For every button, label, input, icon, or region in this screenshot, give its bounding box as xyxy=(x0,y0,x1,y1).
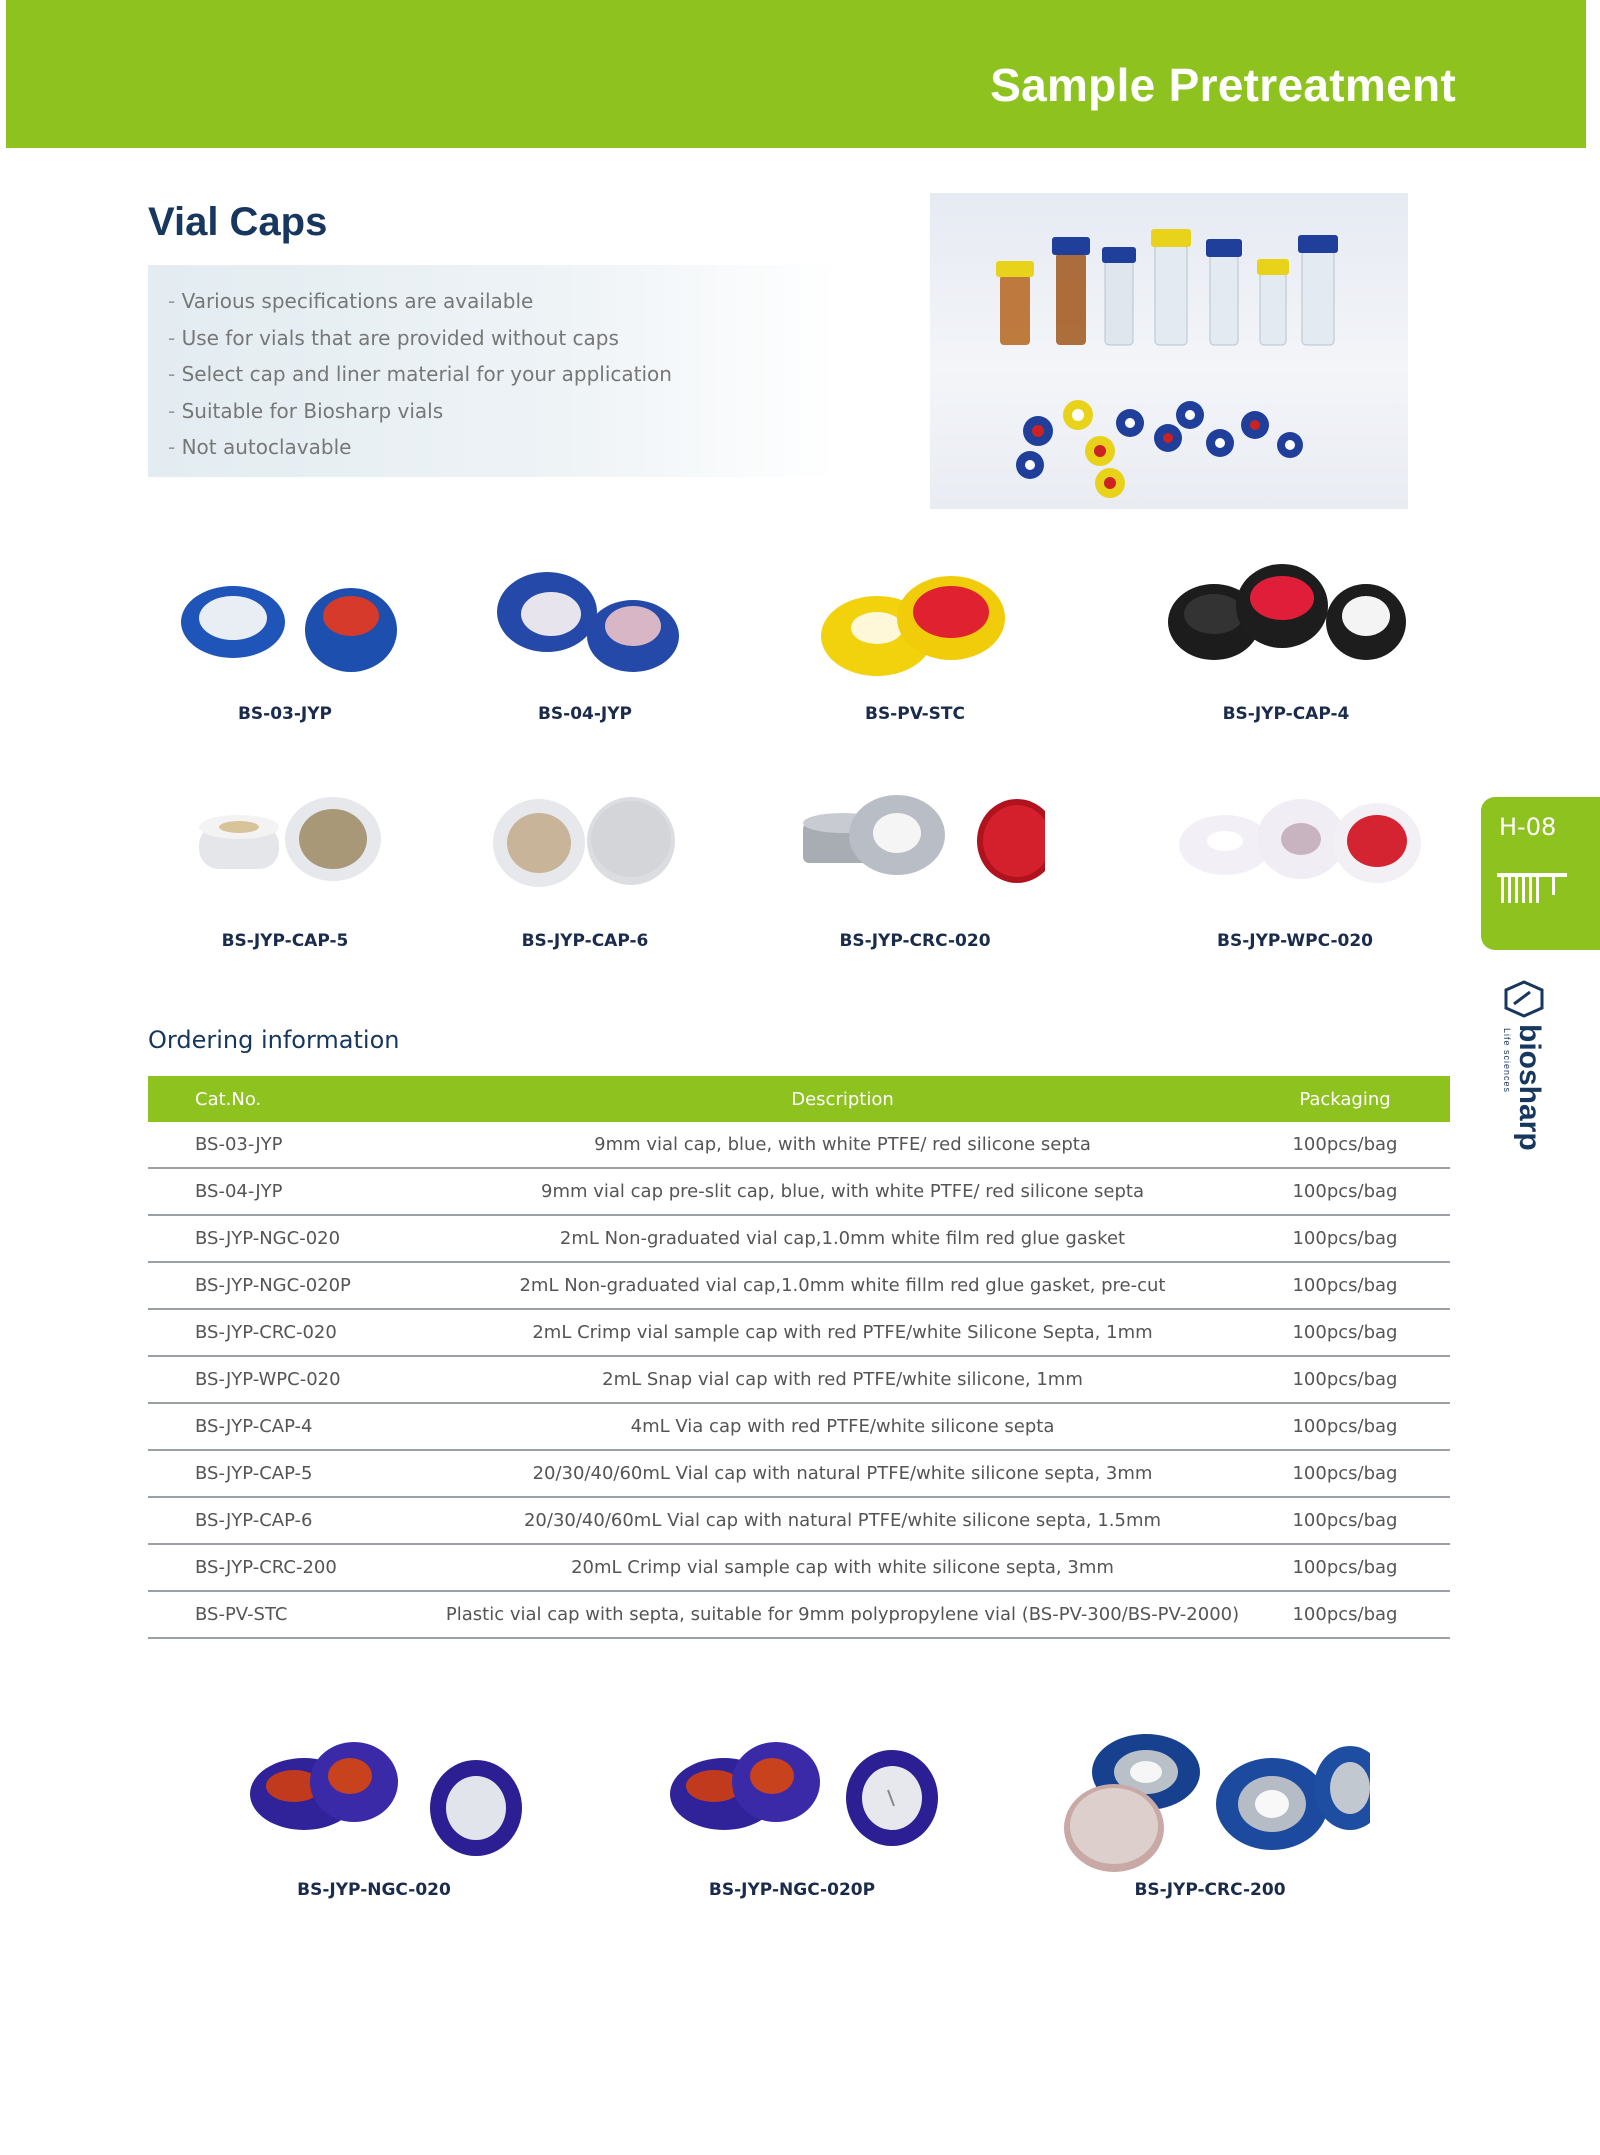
product-card xyxy=(214,1732,534,1912)
product-label: BS-JYP-CAP-4 xyxy=(1222,704,1350,724)
cell-description: 20mL Crimp vial sample cap with white silicone septa, 3mm xyxy=(445,1544,1240,1591)
cell-cat-no: BS-JYP-CAP-6 xyxy=(148,1497,445,1544)
product-card xyxy=(155,556,415,736)
table-row xyxy=(148,1450,1450,1497)
cell-packaging: 100pcs/bag xyxy=(1240,1215,1450,1262)
cell-packaging: 100pcs/bag xyxy=(1240,1262,1450,1309)
cell-description: Plastic vial cap with septa, suitable for 9mm polypropylene vial (BS-PV-300/BS-PV-2000) xyxy=(445,1591,1240,1638)
cell-packaging: 100pcs/bag xyxy=(1240,1591,1450,1638)
cell-cat-no: BS-PV-STC xyxy=(148,1591,445,1638)
brand-name: biosharp xyxy=(1513,1024,1546,1150)
hero-vials-image xyxy=(930,193,1408,509)
table-row xyxy=(148,1262,1450,1309)
cell-cat-no: BS-03-JYP xyxy=(148,1122,445,1168)
table-row xyxy=(148,1497,1450,1544)
feature-list xyxy=(148,265,838,477)
product-card xyxy=(1165,783,1425,963)
feature-item: - Use for vials that are provided without caps xyxy=(168,320,838,357)
vial-cap-image xyxy=(785,556,1045,696)
vial-cap-image xyxy=(214,1732,534,1872)
vial-cap-image xyxy=(1156,556,1416,696)
table-row xyxy=(148,1122,1450,1168)
product-card xyxy=(455,556,715,736)
table-row xyxy=(148,1591,1450,1638)
cell-packaging: 100pcs/bag xyxy=(1240,1497,1450,1544)
table-row xyxy=(148,1309,1450,1356)
cell-cat-no: BS-JYP-CRC-200 xyxy=(148,1544,445,1591)
cell-cat-no: BS-JYP-CRC-020 xyxy=(148,1309,445,1356)
header-banner xyxy=(6,0,1586,148)
cell-description: 20/30/40/60mL Vial cap with natural PTFE/white silicone septa, 3mm xyxy=(445,1450,1240,1497)
table-row xyxy=(148,1215,1450,1262)
cell-cat-no: BS-JYP-CAP-5 xyxy=(148,1450,445,1497)
cell-packaging: 100pcs/bag xyxy=(1240,1122,1450,1168)
product-label: BS-03-JYP xyxy=(237,704,333,724)
cell-packaging: 100pcs/bag xyxy=(1240,1309,1450,1356)
cell-packaging: 100pcs/bag xyxy=(1240,1168,1450,1215)
table-row xyxy=(148,1168,1450,1215)
cell-description: 4mL Via cap with red PTFE/white silicone septa xyxy=(445,1403,1240,1450)
biosharp-logo xyxy=(1500,980,1560,1150)
vial-cap-image xyxy=(785,783,1045,923)
product-label: BS-JYP-WPC-020 xyxy=(1217,931,1373,951)
product-label: BS-04-JYP xyxy=(537,704,633,724)
product-label: BS-JYP-CAP-6 xyxy=(521,931,649,951)
table-row xyxy=(148,1544,1450,1591)
test-tube-rack-icon xyxy=(1497,871,1567,905)
brand-tagline: Life sciences xyxy=(1502,1028,1512,1094)
vial-cap-image xyxy=(155,556,415,696)
header-description: Description xyxy=(445,1076,1240,1122)
cell-cat-no: BS-JYP-NGC-020P xyxy=(148,1262,445,1309)
vial-cap-image xyxy=(455,556,715,696)
page-title: Vial Caps xyxy=(148,200,328,244)
product-label: BS-JYP-NGC-020P xyxy=(708,1880,876,1900)
feature-item: - Various specifications are available xyxy=(168,283,838,320)
cell-packaging: 100pcs/bag xyxy=(1240,1544,1450,1591)
table-header-row xyxy=(148,1076,1450,1122)
product-label: BS-JYP-CRC-020 xyxy=(839,931,991,951)
cell-description: 20/30/40/60mL Vial cap with natural PTFE/white silicone septa, 1.5mm xyxy=(445,1497,1240,1544)
cell-cat-no: BS-JYP-WPC-020 xyxy=(148,1356,445,1403)
product-card xyxy=(155,783,415,963)
cell-cat-no: BS-JYP-NGC-020 xyxy=(148,1215,445,1262)
product-card xyxy=(1156,556,1416,736)
cell-description: 2mL Non-graduated vial cap,1.0mm white film red glue gasket xyxy=(445,1215,1240,1262)
product-card xyxy=(632,1732,952,1912)
header-packaging: Packaging xyxy=(1240,1076,1450,1122)
section-tab-label: H-08 xyxy=(1499,813,1557,841)
vial-cap-image xyxy=(455,783,715,923)
cell-description: 9mm vial cap pre-slit cap, blue, with white PTFE/ red silicone septa xyxy=(445,1168,1240,1215)
cell-description: 9mm vial cap, blue, with white PTFE/ red silicone septa xyxy=(445,1122,1240,1168)
cell-packaging: 100pcs/bag xyxy=(1240,1356,1450,1403)
ordering-title: Ordering information xyxy=(148,1026,400,1054)
feature-item: - Select cap and liner material for your application xyxy=(168,356,838,393)
vial-cap-image xyxy=(1050,1732,1370,1872)
cell-cat-no: BS-04-JYP xyxy=(148,1168,445,1215)
cell-packaging: 100pcs/bag xyxy=(1240,1450,1450,1497)
table-row xyxy=(148,1403,1450,1450)
product-card xyxy=(1050,1732,1370,1912)
product-label: BS-JYP-CAP-5 xyxy=(221,931,349,951)
cell-packaging: 100pcs/bag xyxy=(1240,1403,1450,1450)
product-card xyxy=(785,783,1045,963)
product-label: BS-PV-STC xyxy=(864,704,965,724)
cell-description: 2mL Snap vial cap with red PTFE/white silicone, 1mm xyxy=(445,1356,1240,1403)
ordering-table xyxy=(148,1076,1450,1639)
vial-cap-image xyxy=(632,1732,952,1872)
vial-cap-image xyxy=(1165,783,1425,923)
product-card xyxy=(785,556,1045,736)
product-label: BS-JYP-NGC-020 xyxy=(297,1880,451,1900)
product-label: BS-JYP-CRC-200 xyxy=(1134,1880,1286,1900)
header-cat-no: Cat.No. xyxy=(148,1076,445,1122)
feature-item: - Not autoclavable xyxy=(168,429,838,466)
table-row xyxy=(148,1356,1450,1403)
header-title: Sample Pretreatment xyxy=(990,59,1456,111)
product-card xyxy=(455,783,715,963)
cell-cat-no: BS-JYP-CAP-4 xyxy=(148,1403,445,1450)
cell-description: 2mL Non-graduated vial cap,1.0mm white fillm red glue gasket, pre-cut xyxy=(445,1262,1240,1309)
cell-description: 2mL Crimp vial sample cap with red PTFE/white Silicone Septa, 1mm xyxy=(445,1309,1240,1356)
feature-item: - Suitable for Biosharp vials xyxy=(168,393,838,430)
section-tab xyxy=(1481,797,1600,950)
vial-cap-image xyxy=(155,783,415,923)
